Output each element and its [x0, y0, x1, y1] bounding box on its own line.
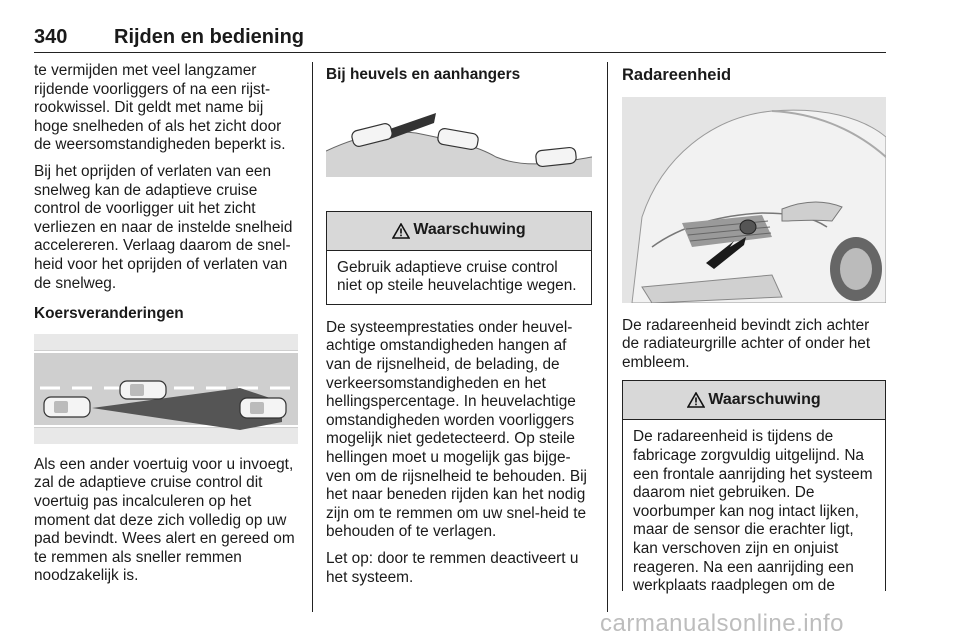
warning-header: [327, 212, 591, 251]
warning-triangle-icon: [687, 392, 705, 408]
paragraph: Let op: door te remmen deactiveert u het systeem.: [326, 549, 579, 586]
subheading-lane-change: Koersveranderingen: [34, 305, 184, 323]
warning-text: Gebruik adaptieve cruise control niet op steile heuvelachtige wegen.: [337, 258, 577, 295]
warning-box: [326, 211, 592, 305]
column-right: [622, 62, 886, 595]
radar-unit-photo: [622, 97, 886, 303]
warning-text: De radareenheid is tijdens de fabricage zorgvuldig uitgelijnd. Na een frontale aanrijding het systeem daarom niet gebruiken. De voorbumper kan nog intact lijken, maar de sensor die erachter ligt, kan verschoven zijn en onjuist reageren. Na een aanrijding een werkplaats raadplegen om de: [633, 428, 873, 595]
column-divider: [312, 62, 313, 612]
watermark: carmanualsonline.info: [600, 610, 844, 637]
warning-title: Waarschuwing: [708, 391, 821, 409]
paragraph: De radareenheid bevindt zich achter de radiateurgrille achter of onder het embleem.: [622, 316, 871, 371]
warning-title: Waarschuwing: [413, 221, 526, 239]
page-header: [34, 26, 886, 53]
paragraph: te vermijden met veel langzamer rijdende voorliggers of na een rijst-rookwissel. Dit geldt met name bij hoge snelheden of als het zicht door de weersomstandigheden beperkt is.: [34, 62, 286, 154]
section-title: Rijden en bediening: [114, 26, 305, 48]
paragraph: De systeemprestaties onder heuvel-achtige omstandigheden hangen af van de rijsnelheid, de belading, de verkeersomstandigheden en het hellingspercentage. In heuvelachtige omstandigheden worden voorliggers mogelijk niet gedetecteerd. Op steile hellingen moet u mogelijk gas bijge-ven om de rijsnelheid te behouden. Bij het naar beneden rijden kan het nodig zijn om te remmen om uw snel-heid te behouden of te verlagen.: [326, 318, 587, 541]
warning-box: [622, 380, 886, 595]
column-left: [34, 62, 300, 594]
subheading-hills: Bij heuvels en aanhangers: [326, 66, 521, 83]
warning-header: [623, 381, 885, 420]
hills-icon: [326, 99, 592, 177]
hills-illustration: [326, 99, 592, 177]
page-number: 340: [34, 26, 68, 48]
subheading-radar: Radareenheid: [622, 66, 732, 84]
car-front-icon: [622, 97, 886, 303]
paragraph: Als een ander voertuig voor u invoegt, zal de adaptieve cruise control dit voertuig pas incalculeren op het moment dat deze zich volledig op uw pad bevindt. Wees alert en gereed om te remmen als sneller remmen noodzakelijk is.: [34, 455, 295, 585]
lane-change-icon: [34, 334, 298, 444]
paragraph: Bij het oprijden of verlaten van een snelweg kan de adaptieve cruise control de voorligger uit het zicht verliezen en naar de instelde snelheid accelereren. Verlaag daarom de snel-heid voor het oprijden of verlaten van de snelweg.: [34, 162, 293, 292]
warning-triangle-icon: [392, 223, 410, 239]
lane-change-illustration: [34, 334, 298, 444]
column-divider: [607, 62, 608, 612]
column-middle: [326, 62, 592, 595]
